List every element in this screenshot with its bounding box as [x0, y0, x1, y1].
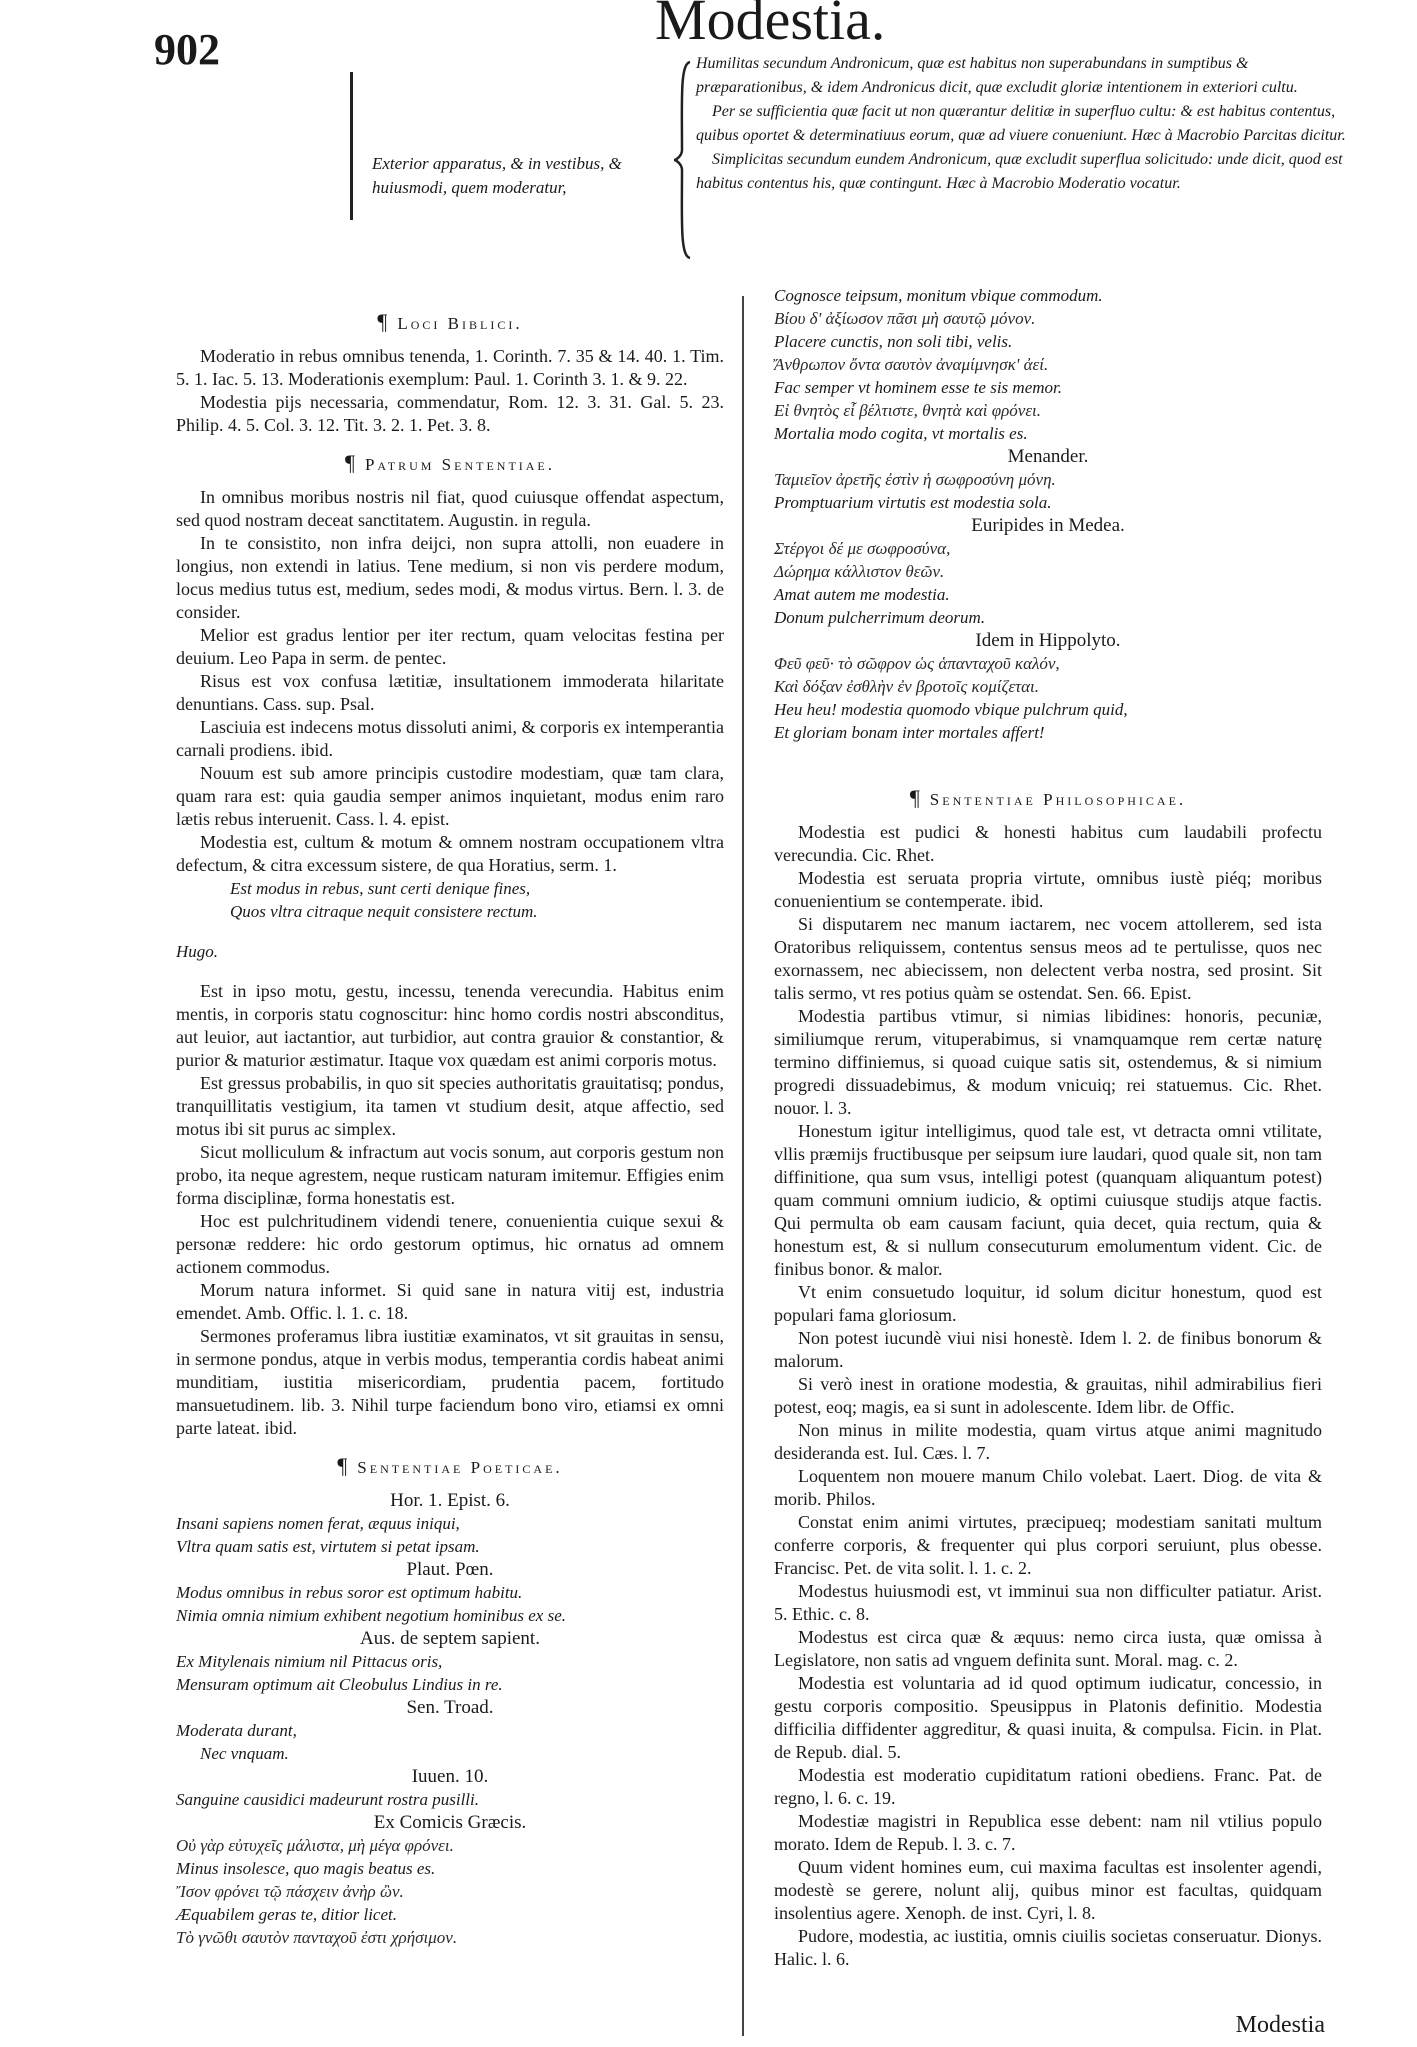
verse-line: Et gloriam bonam inter mortales affert!	[774, 723, 1045, 742]
greek-line: Οὐ γὰρ εὐτυχεῖς μάλιστα, μὴ μέγα φρόνει.	[176, 1836, 454, 1855]
page-number: 902	[154, 25, 220, 74]
paragraph: Si disputarem nec manum iactarem, nec vocem attollerem, sed ista Oratoribus reliquissem, contentus sensus meos ad te pertulisse, quos nec exornassem, nec abiecissem, non delectent verba nostra, sed prosint. Sit talis sermo, vt res potius quàm se ostendat. Sen. 66. Epist.	[774, 914, 1322, 1003]
column-rule	[742, 296, 744, 2036]
verse-line: Donum pulcherrimum deorum.	[774, 608, 986, 627]
paragraph: Nouum est sub amore principis custodire modestiam, quæ tam clara, quam rara est: quia gaudia semper animos inquietant, modus enim raro lætis rebus interuenit. Cass. l. 4. epist.	[176, 763, 724, 829]
attribution: Aus. de septem sapient.	[360, 1628, 540, 1649]
greek-line: Ταμιεῖον ἀρετῆς ἐστὶν ἡ σωφροσύνη μόνη.	[774, 470, 1056, 489]
paragraph: Est gressus probabilis, in quo sit species authoritatis grauitatisq; pondus, tranquillitatis vestigium, ita tamen vt studium desit, atque affectio, sed motus ibi sit purus ac simplex.	[176, 1073, 724, 1139]
paragraph: Risus est vox confusa lætitiæ, insultationem immoderata hilaritate denuntians. Cass. sup. Psal.	[176, 671, 724, 714]
paragraph: In te consistito, non infra deijci, non supra attolli, non euadere in longius, non extendi in latius. Tene medium, si non vis perdere modum, locus medius tutus est, medium, sedes modi, & modus virtus. Bern. l. 3. de consider.	[176, 533, 724, 622]
heading-philosophicae: ¶ Sententiae Philosophicae.	[909, 785, 1187, 810]
verse-line: Mortalia modo cogita, vt mortalis es.	[774, 424, 1028, 443]
paragraph: Si verò inest in oratione modestia, & grauitas, nihil admirabilius fieri potest, eoq; magis, ea si sunt in adolescente. Idem libr. de Offic.	[774, 1374, 1322, 1417]
greek-line: Βίου δ' ἀξίωσον πᾶσι μὴ σαυτῷ μόνον.	[774, 309, 1036, 328]
attribution: Sen. Troad.	[406, 1697, 494, 1718]
scheme-para-2: Per se sufficientia quæ facit ut non quærantur delitiæ in superfluo cultu: & est habitus contentus, quibus oportet & determinatiuus eorum, quæ ad viuere conueniunt. Hæc à Macrobio Parcitas dicitur.	[696, 103, 1346, 144]
right-column	[774, 284, 1322, 1971]
verse-line: Modus omnibus in rebus soror est optimum habitu.	[176, 1583, 523, 1602]
verse-line: Quos vltra citraque nequit consistere rectum.	[230, 902, 538, 921]
verse-line: Est modus in rebus, sunt certi denique fines,	[230, 879, 531, 898]
heading-loci: ¶ Loci Biblici.	[377, 309, 523, 334]
brace-right	[672, 60, 694, 260]
verse-line: Ex Mitylenais nimium nil Pittacus oris,	[176, 1652, 443, 1671]
greek-line: Φεῦ φεῦ· τὸ σῶφρον ὡς ἁπανταχοῦ καλόν,	[774, 654, 1060, 673]
paragraph: Modestia est voluntaria ad id quod optimum iudicatur, concessio, in gestu corporis compositio. Speusippus in Platonis definitio. Modestia difficilia diffidenter aggreditur, & quasi inuita, & compulsa. Ficin. in Plat. de Repub. dial. 5.	[774, 1673, 1322, 1762]
scheme-para-1: Humilitas secundum Andronicum, quæ est habitus non superabundans in sumptibus & præparationibus, & idem Andronicus dicit, quæ excludit gloriæ intentionem in exteriori cultu.	[696, 55, 1298, 96]
attribution: Idem in Hippolyto.	[975, 630, 1121, 651]
scheme-right	[696, 52, 1346, 196]
paragraph: Honestum igitur intelligimus, quod tale est, vt detracta omni vtilitate, vllis præmijs fructibusque per seipsum iure laudari, quod quale sit, non tam diffinitione, qua sum vsus, intelligi potest (quanquam aliquantum potest) quam communi omnium iudicio, & optimi cuiusque studijs atque factis. Qui permulta ob eam causam faciunt, quia decet, quia rectum, quia & honestum est, & si nullum consecuturum emolumentum vident. Cic. de finibus bonor. & malor.	[774, 1121, 1322, 1279]
paragraph: Modestia est pudici & honesti habitus cum laudabili profectu verecundia. Cic. Rhet.	[774, 822, 1322, 865]
paragraph: Modestia est, cultum & motum & omnem nostram occupationem vltra defectum, & citra excessum sistere, de qua Horatius, serm. 1.	[176, 832, 724, 875]
paragraph: Modestiæ magistri in Republica esse debent: nam nil vtilius populo morato. Idem de Repub. l. 3. c. 7.	[774, 1811, 1322, 1854]
verse-line: Minus insolesce, quo magis beatus es.	[176, 1859, 436, 1878]
attribution: Menander.	[1007, 446, 1089, 467]
verse-line: Heu heu! modestia quomodo vbique pulchrum quid,	[774, 700, 1128, 719]
paragraph: Lasciuia est indecens motus dissoluti animi, & corporis ex intemperantia carnali prodiens. ibid.	[176, 717, 724, 760]
running-head: Modestia.	[655, 0, 886, 52]
verse-line: Moderata durant,	[176, 1721, 297, 1740]
paragraph: Sicut molliculum & infractum aut vocis sonum, aut corporis gestum non probo, ita neque agrestem, neque rusticam naturam imitemur. Effigies enim forma disciplinæ, forma honestatis est.	[176, 1142, 724, 1208]
attribution: Ex Comicis Græcis.	[373, 1812, 527, 1833]
paragraph: Modestia est moderatio cupiditatum rationi obediens. Franc. Pat. de regno, l. 6. c. 19.	[774, 1765, 1322, 1808]
verse-line: Cognosce teipsum, monitum vbique commodum.	[774, 286, 1103, 305]
paragraph: Constat enim animi virtutes, præcipueq; modestiam sanitati multum conferre corporis, & frequenter qui plus corpori seruiunt, plus obesse. Francisc. Pet. de vita solit. l. 1. c. 2.	[774, 1512, 1322, 1578]
scheme-para-3: Simplicitas secundum eundem Andronicum, quæ excludit superflua solicitudo: unde dicit, quod est habitus contentus his, quæ contingunt. Hæc à Macrobio Moderatio vocatur.	[696, 151, 1343, 192]
verse-line: Placere cunctis, non soli tibi, velis.	[774, 332, 1013, 351]
paragraph: Quum vident homines eum, cui maxima facultas est insolenter agendi, modestè se gerere, nolunt alij, quibus minor est facultas, quidquam insolentius agere. Xenoph. de inst. Cyri, l. 8.	[774, 1857, 1322, 1923]
verse-line: Amat autem me modestia.	[774, 585, 950, 604]
greek-line: Δώρημα κάλλιστον θεῶν.	[774, 562, 945, 581]
verse-line: Vltra quam satis est, virtutem si petat ipsam.	[176, 1537, 480, 1556]
left-column	[176, 296, 724, 1949]
catchword: Modestia	[1235, 2012, 1325, 2038]
verse-line: Mensuram optimum ait Cleobulus Lindius in re.	[176, 1675, 503, 1694]
citation: Hugo.	[176, 942, 219, 961]
greek-line: Καὶ δόξαν ἐσθλὴν ἐν βροτοῖς κομίζεται.	[774, 677, 1040, 696]
paragraph: Hoc est pulchritudinem videndi tenere, conuenientia cuique sexui & personæ reddere: hic ordo gestorum optimus, hic ornatus ad omnem actionem commodus.	[176, 1211, 724, 1277]
heading-patrum: ¶ Patrum Sententiae.	[344, 450, 556, 475]
verse-line: Promptuarium virtutis est modestia sola.	[774, 493, 1052, 512]
paragraph: Pudore, modestia, ac iustitia, omnis ciuilis societas conseruatur. Dionys. Halic. l. 6.	[774, 1926, 1322, 1969]
attribution: Plaut. Pœn.	[406, 1559, 494, 1580]
paragraph: Modestus huiusmodi est, vt imminui sua non difficulter patiatur. Arist. 5. Ethic. c. 8.	[774, 1581, 1322, 1624]
paragraph: Melior est gradus lentior per iter rectum, quam velocitas festina per deuium. Leo Papa in serm. de pentec.	[176, 625, 724, 668]
greek-line: Ἴσον φρόνει τῷ πάσχειν ἀνὴρ ὢν.	[176, 1882, 404, 1901]
verse-line: Insani sapiens nomen ferat, æquus iniqui,	[176, 1514, 460, 1533]
paragraph: Moderatio in rebus omnibus tenenda, 1. Corinth. 7. 35 & 14. 40. 1. Tim. 5. 1. Iac. 5. 13. Moderationis exemplum: Paul. 1. Corinth 3. 1. & 9. 22.	[176, 346, 724, 389]
attribution: Hor. 1. Epist. 6.	[390, 1490, 510, 1511]
heading-poeticae: ¶ Sententiae Poeticae.	[337, 1453, 563, 1478]
greek-line: Εἰ θνητὸς εἶ βέλτιστε, θνητὰ καὶ φρόνει.	[774, 401, 1042, 420]
verse-line: Nec vnquam.	[200, 1744, 289, 1763]
greek-line: Στέργοι δέ με σωφροσύνα,	[774, 539, 951, 558]
attribution: Euripides in Medea.	[971, 515, 1125, 536]
verse-line: Sanguine causidici madeurunt rostra pusilli.	[176, 1790, 480, 1809]
paragraph: Modestus est circa quæ & æquus: nemo circa iusta, quæ omissa à Legislatore, non satis ad vnguem definita sunt. Moral. mag. c. 2.	[774, 1627, 1322, 1670]
paragraph: Modestia pijs necessaria, commendatur, Rom. 12. 3. 31. Gal. 5. 23. Philip. 4. 5. Col. 3. 12. Tit. 3. 2. 1. Pet. 3. 8.	[176, 392, 724, 435]
paragraph: Loquentem non mouere manum Chilo volebat. Laert. Diog. de vita & morib. Philos.	[774, 1466, 1322, 1509]
verse-line: Æquabilem geras te, ditior licet.	[176, 1905, 397, 1924]
greek-line: Τὸ γνῶθι σαυτὸν πανταχοῦ ἐστι χρήσιμον.	[176, 1928, 458, 1947]
verse-line: Nimia omnia nimium exhibent negotium hominibus ex se.	[176, 1606, 567, 1625]
attribution: Iuuen. 10.	[411, 1766, 489, 1787]
paragraph: Modestia partibus vtimur, si nimias libidines: honoris, pecuniæ, similiumque rerum, vituperabimus, si vnamquamque rem certæ naturę termino diffiniemus, si quoad cuique satis sit, ostendemus, & si nimium progredi dissuadebimus, & modum vnicuiq; rei statuemus. Cic. Rhet. nouor. l. 3.	[774, 1006, 1322, 1118]
paragraph: Vt enim consuetudo loquitur, id solum dicitur honestum, quod est populari fama gloriosum.	[774, 1282, 1322, 1325]
paragraph: Non potest iucundè viui nisi honestè. Idem l. 2. de finibus bonorum & malorum.	[774, 1328, 1322, 1371]
bracket-left	[350, 72, 353, 220]
paragraph: Modestia est seruata propria virtute, omnibus iustè piéq; moribus conuenientium se contemperate. ibid.	[774, 868, 1322, 911]
scheme-left-text: Exterior apparatus, & in vestibus, & huiusmodi, quem moderatur,	[372, 154, 622, 197]
paragraph: Morum natura informet. Si quid sane in natura vitij est, industria emendet. Amb. Offic. l. 1. c. 18.	[176, 1280, 724, 1323]
paragraph: Est in ipso motu, gestu, incessu, tenenda verecundia. Habitus enim mentis, in corporis statu cognoscitur: hinc homo cordis nostri absconditus, aut leuior, aut iactantior, aut turbidior, aut contra grauior & constantior, & purior & maturior æstimatur. Itaque vox quædam est animi corporis motus.	[176, 981, 724, 1070]
paragraph: In omnibus moribus nostris nil fiat, quod cuiusque offendat aspectum, sed quod nostram deceat sanctitatem. Augustin. in regula.	[176, 487, 724, 530]
greek-line: Ἄνθρωπον ὄντα σαυτὸν ἀναμίμνησκ' ἀεί.	[774, 355, 1049, 374]
paragraph: Non minus in milite modestia, quam virtus atque animi magnitudo desideranda est. Iul. Cæs. l. 7.	[774, 1420, 1322, 1463]
paragraph: Sermones proferamus libra iustitiæ examinatos, vt sit grauitas in sensu, in sermone pondus, atque in verbis modus, temperantia cordis habeat animi munditiam, iustitia misericordiam, prudentia pacem, fortitudo mansuetudinem. lib. 3. Nihil turpe faciendum bono viro, etiamsi ex omni parte lateat. ibid.	[176, 1326, 724, 1438]
verse-line: Fac semper vt hominem esse te sis memor.	[774, 378, 1062, 397]
